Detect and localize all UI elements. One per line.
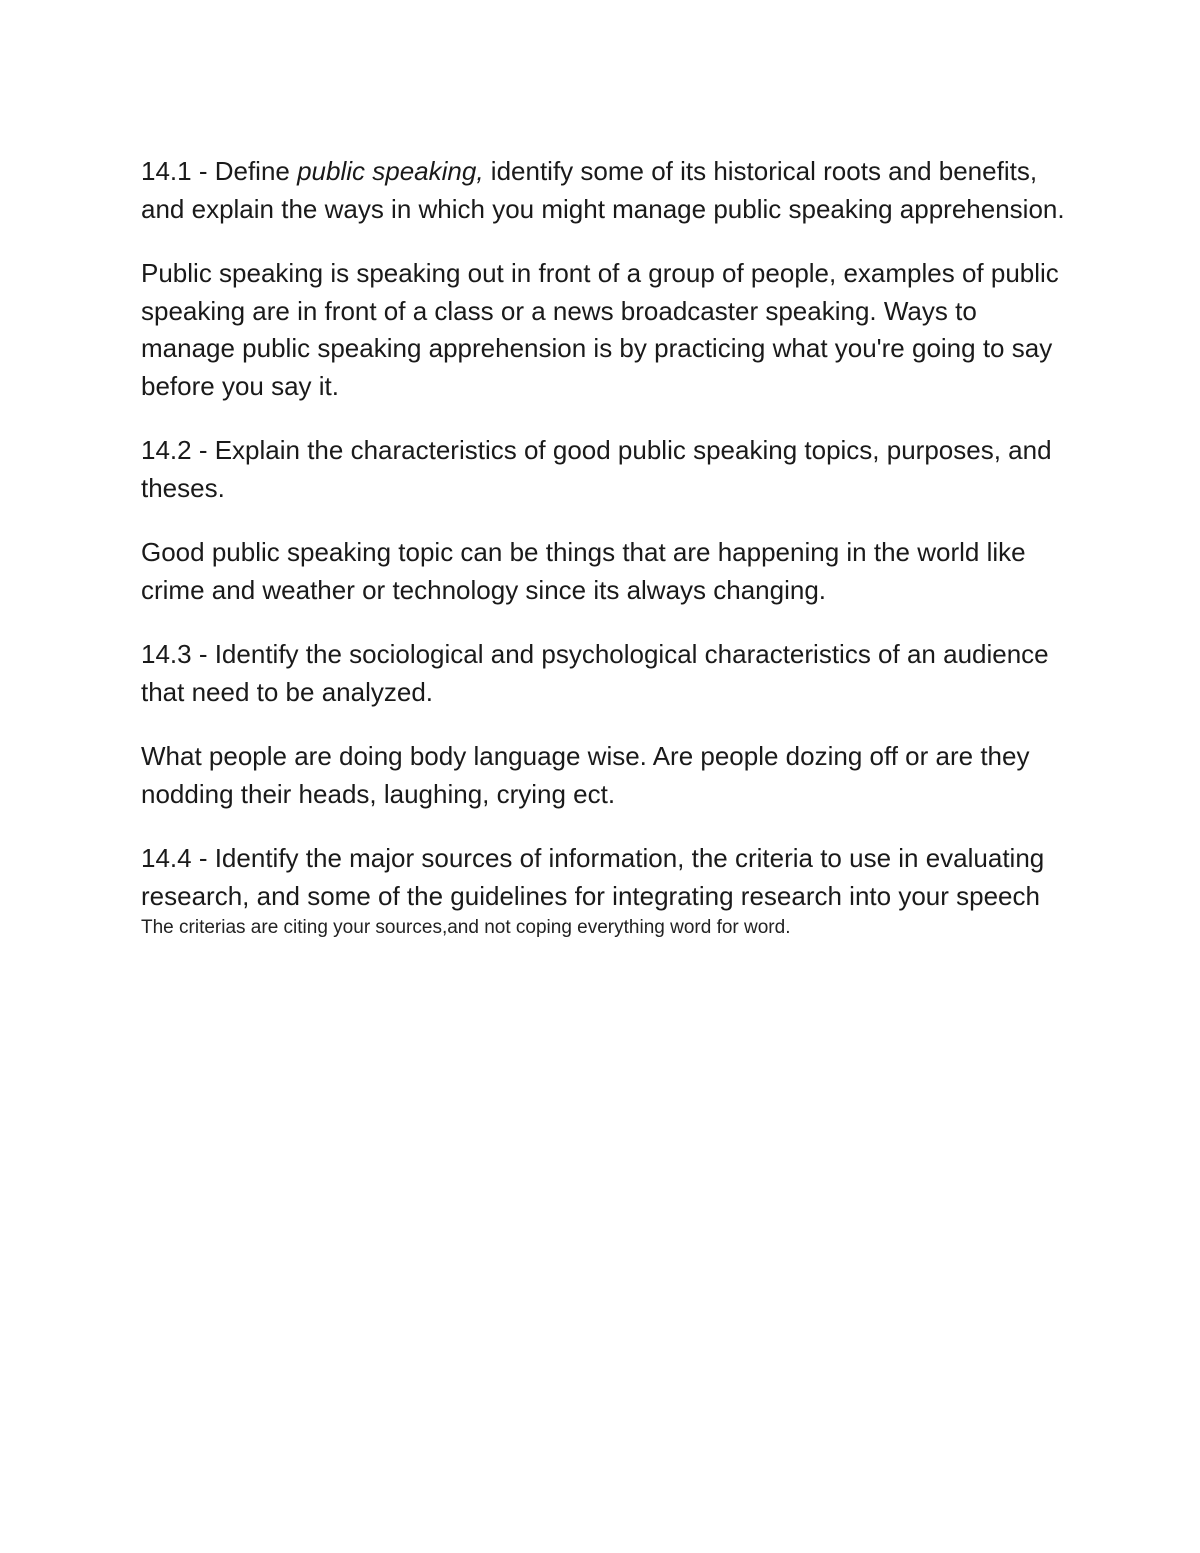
question-14-1-suffix: identify some of its historical roots and benefits, and explain the ways in which you might manage public speaking apprehension. xyxy=(141,156,1065,224)
question-14-1 xyxy=(141,153,1071,228)
answer-14-3: What people are doing body language wise. Are people dozing off or are they nodding their heads, laughing, crying ect. xyxy=(141,741,1030,809)
answer-14-1: Public speaking is speaking out in front of a group of people, examples of public speaking are in front of a class or a news broadcaster speaking. Ways to manage public speaking apprehension is by practicing what you're going to say before you say it. xyxy=(141,258,1059,401)
document-body xyxy=(141,153,1071,941)
question-14-1-prefix: 14.1 - Define xyxy=(141,156,298,186)
question-14-3: 14.3 - Identify the sociological and psychological characteristics of an audience that need to be analyzed. xyxy=(141,639,1049,707)
question-14-2: 14.2 - Explain the characteristics of good public speaking topics, purposes, and theses. xyxy=(141,435,1052,503)
answer-14-2: Good public speaking topic can be things that are happening in the world like crime and weather or technology since its always changing. xyxy=(141,537,1026,605)
question-14-1-emphasis: public speaking, xyxy=(297,156,484,186)
answer-14-4: The criterias are citing your sources,and not coping everything word for word. xyxy=(141,917,791,938)
question-14-4: 14.4 - Identify the major sources of information, the criteria to use in evaluating research, and some of the guidelines for integrating research into your speech xyxy=(141,843,1045,911)
